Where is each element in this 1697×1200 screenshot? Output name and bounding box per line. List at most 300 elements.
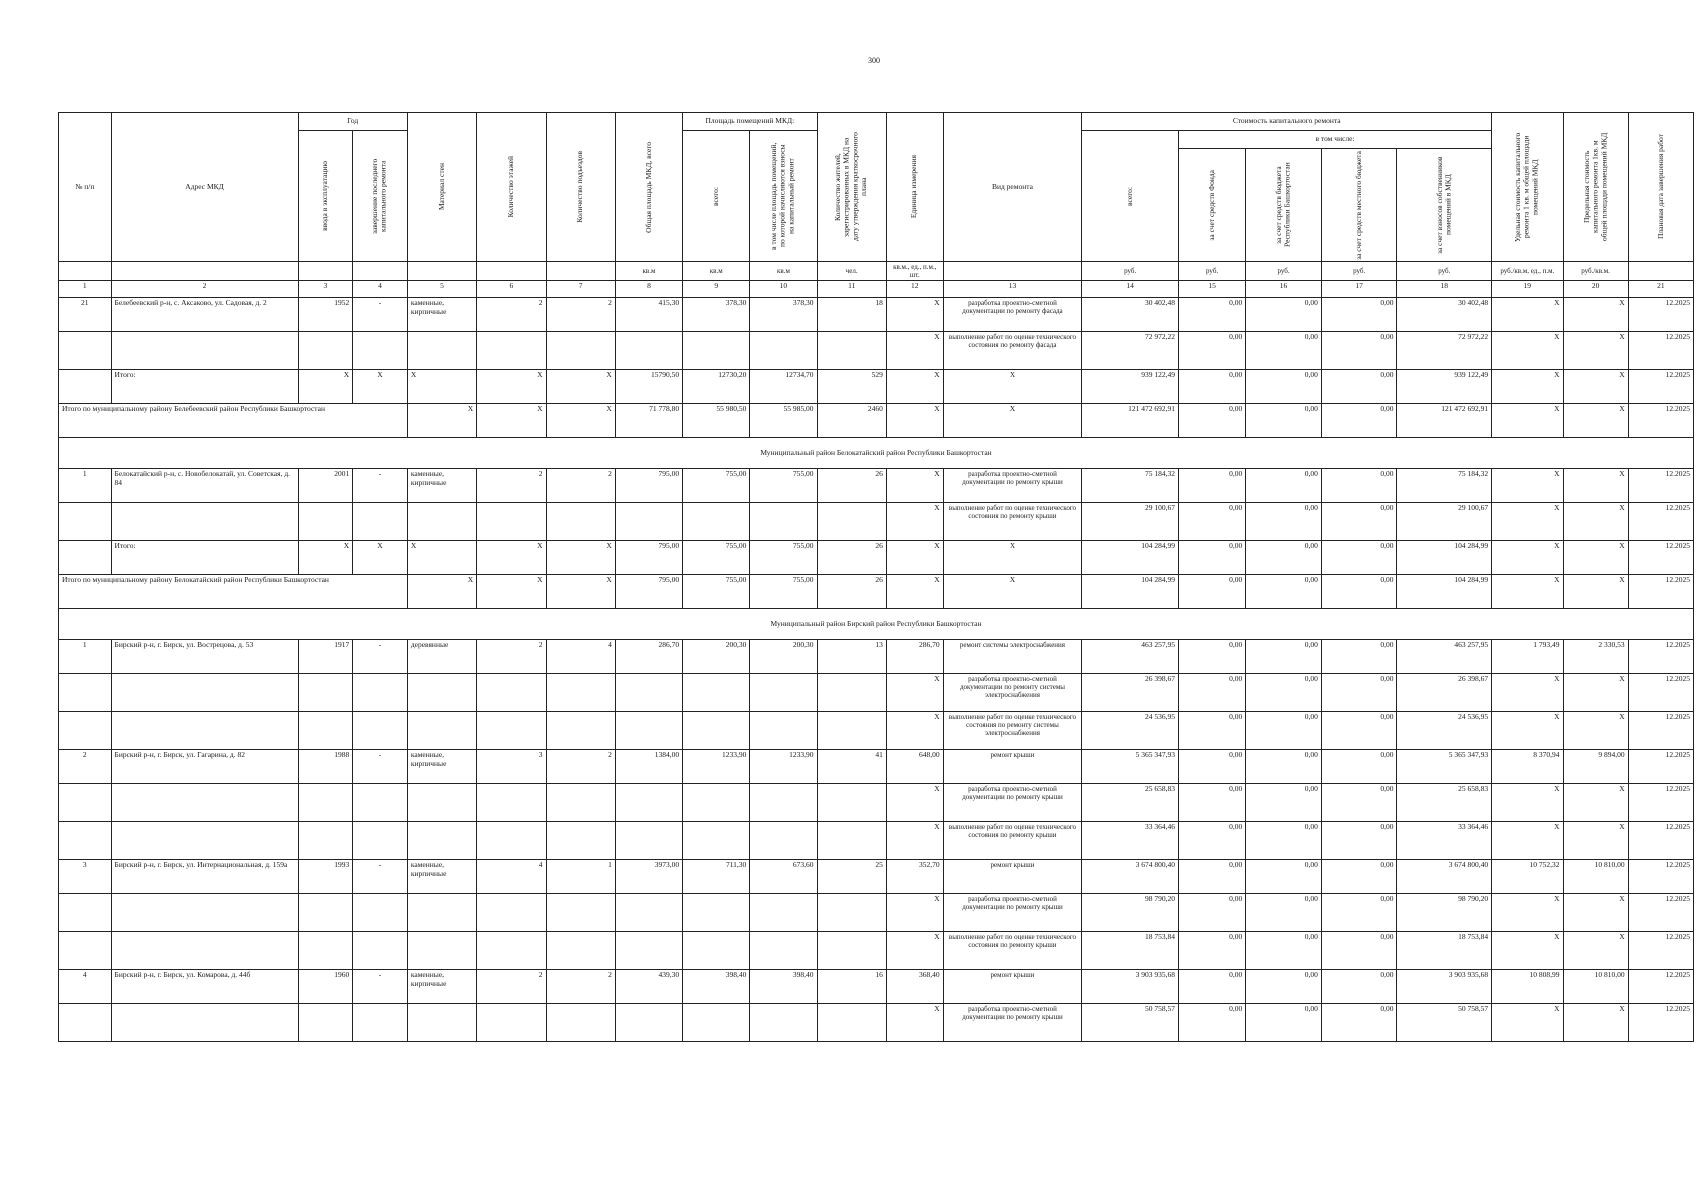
cell: 368,40 (886, 970, 943, 1004)
cell: X (886, 541, 943, 575)
empty-cell (615, 894, 682, 932)
district-total-label: Итого по муниципальному району Белебеевский район Республики Башкортостан (59, 404, 408, 438)
empty-cell (407, 1004, 476, 1042)
unit-cell (477, 262, 546, 281)
cell: 463 257,95 (1082, 640, 1179, 674)
work-row (59, 674, 1694, 712)
cell: X (886, 674, 943, 712)
cell: 3 903 935,68 (1082, 970, 1179, 1004)
cell: 0,00 (1246, 822, 1322, 860)
work-type-cell: разработка проектно-сметной документации по ремонту крыши (943, 894, 1082, 932)
empty-cell (59, 674, 112, 712)
cell: 795,00 (615, 575, 682, 609)
cell: деревянные (407, 640, 476, 674)
cell: 0,00 (1178, 750, 1245, 784)
header-budget-local: за счет средств местного бюджета (1321, 149, 1397, 262)
cell: 0,00 (1178, 970, 1245, 1004)
cell: X (886, 503, 943, 541)
work-row (59, 712, 1694, 750)
cell: 33 364,46 (1397, 822, 1492, 860)
house-row (59, 970, 1694, 1004)
empty-cell (615, 674, 682, 712)
empty-cell (477, 822, 546, 860)
cell: 3 674 800,40 (1082, 860, 1179, 894)
empty-cell (298, 894, 353, 932)
work-row (59, 784, 1694, 822)
empty-cell (111, 503, 298, 541)
cell: 72 972,22 (1397, 332, 1492, 370)
empty-cell (353, 1004, 408, 1042)
cell: 2 (546, 469, 615, 503)
cell: 24 536,95 (1082, 712, 1179, 750)
cell: X (1492, 1004, 1563, 1042)
section-title: Муниципальный район Бирский район Республики Башкортостан (59, 609, 1694, 640)
empty-cell (353, 712, 408, 750)
cell: каменные, кирпичные (407, 860, 476, 894)
cell: 12.2025 (1628, 674, 1693, 712)
empty-cell (111, 712, 298, 750)
empty-cell (407, 894, 476, 932)
empty-cell (298, 1004, 353, 1042)
cell: 5 365 347,93 (1082, 750, 1179, 784)
cell: 0,00 (1246, 332, 1322, 370)
page-number: 300 (868, 56, 880, 65)
cell: 200,30 (750, 640, 817, 674)
empty-cell (111, 674, 298, 712)
empty-cell (407, 712, 476, 750)
cell: X (477, 370, 546, 404)
cell: 755,00 (683, 469, 750, 503)
empty-cell (683, 894, 750, 932)
cell: 104 284,99 (1082, 575, 1179, 609)
column-number: 12 (886, 281, 943, 298)
empty-cell (59, 1004, 112, 1042)
cell: 1 (59, 469, 112, 503)
cell: 30 402,48 (1397, 298, 1492, 332)
subtotal-row (59, 541, 1694, 575)
cell: 648,00 (886, 750, 943, 784)
address-cell: Бирский р-н, г. Бирск, ул. Интернациональная, д. 159а (111, 860, 298, 894)
empty-cell (817, 712, 886, 750)
cell: 2 (477, 469, 546, 503)
cell: X (407, 404, 476, 438)
cell: X (477, 404, 546, 438)
cell: X (407, 575, 476, 609)
cell: 0,00 (1246, 712, 1322, 750)
cell: X (1563, 1004, 1628, 1042)
cell: 29 100,67 (1397, 503, 1492, 541)
cell: X (886, 932, 943, 970)
header-budget-rb: за счет средств бюджета Республики Башкортостан (1246, 149, 1322, 262)
empty-cell (817, 503, 886, 541)
empty-cell (817, 932, 886, 970)
cell: 3 674 800,40 (1397, 860, 1492, 894)
address-cell: Бирский р-н, г. Бирск, ул. Вострецова, д. 53 (111, 640, 298, 674)
cell: 0,00 (1178, 503, 1245, 541)
cell: 1384,00 (615, 750, 682, 784)
capital-repair-table-sheet (58, 112, 1694, 1042)
cell: X (886, 298, 943, 332)
empty-cell (407, 822, 476, 860)
cell: 795,00 (615, 541, 682, 575)
cell: 25 (817, 860, 886, 894)
cell: 10 752,32 (1492, 860, 1563, 894)
cell: X (1492, 894, 1563, 932)
house-row (59, 469, 1694, 503)
cell: 15790,50 (615, 370, 682, 404)
cell: 755,00 (683, 541, 750, 575)
cell: X (353, 541, 408, 575)
empty-cell (298, 784, 353, 822)
cell: 12.2025 (1628, 298, 1693, 332)
cell: 41 (817, 750, 886, 784)
cell: 3 903 935,68 (1397, 970, 1492, 1004)
column-number: 4 (353, 281, 408, 298)
header-premises-fee: в том числе площадь помещений, по которой начисляются взносы на капитальный ремонт (750, 131, 817, 262)
cell: 1988 (298, 750, 353, 784)
unit-cell: кв.м., ед., п.м., шт. (886, 262, 943, 281)
cell: 71 778,80 (615, 404, 682, 438)
house-row (59, 750, 1694, 784)
cell: X (1563, 370, 1628, 404)
house-row (59, 860, 1694, 894)
cell: 0,00 (1246, 932, 1322, 970)
work-type-cell: ремонт системы электроснабжения (943, 640, 1082, 674)
cell: 18 753,84 (1397, 932, 1492, 970)
cell: 0,00 (1321, 860, 1397, 894)
cell: X (298, 541, 353, 575)
unit-cell (546, 262, 615, 281)
header-including: в том числе: (1178, 131, 1491, 149)
cell: 2 (546, 970, 615, 1004)
cell: 2 (477, 298, 546, 332)
cell: X (407, 370, 476, 404)
header-unit: Единица измерения (886, 113, 943, 262)
cell: X (1492, 784, 1563, 822)
empty-cell (750, 932, 817, 970)
cell: 0,00 (1321, 503, 1397, 541)
empty-cell (353, 503, 408, 541)
unit-cell: руб. (1178, 262, 1245, 281)
cell: 0,00 (1178, 860, 1245, 894)
cell: 0,00 (1178, 541, 1245, 575)
header-entrances: Количество подъездов (546, 113, 615, 262)
cell: 0,00 (1246, 298, 1322, 332)
header-wall-material: Материал стен (407, 113, 476, 262)
cell: X (546, 575, 615, 609)
cell: X (886, 784, 943, 822)
cell: - (353, 860, 408, 894)
unit-cell: руб. (1321, 262, 1397, 281)
cell: 12.2025 (1628, 469, 1693, 503)
cell: 286,70 (886, 640, 943, 674)
cell: X (1492, 298, 1563, 332)
cell: 0,00 (1321, 674, 1397, 712)
cell: X (1563, 469, 1628, 503)
empty-cell (683, 332, 750, 370)
cell: X (1492, 469, 1563, 503)
cell: X (1492, 932, 1563, 970)
empty-cell (477, 1004, 546, 1042)
column-number: 9 (683, 281, 750, 298)
cell: 0,00 (1246, 541, 1322, 575)
cell: 0,00 (1246, 784, 1322, 822)
cell: X (1492, 541, 1563, 575)
empty-cell (546, 674, 615, 712)
cell: 1993 (298, 860, 353, 894)
cell: 26 (817, 575, 886, 609)
header-year: Год (298, 113, 407, 131)
cell: 12734,70 (750, 370, 817, 404)
cell: X (886, 469, 943, 503)
unit-cell (943, 262, 1082, 281)
cell: 378,30 (750, 298, 817, 332)
cell: 0,00 (1321, 712, 1397, 750)
cell: 0,00 (1178, 332, 1245, 370)
empty-cell (615, 822, 682, 860)
empty-cell (546, 712, 615, 750)
cell: 10 810,00 (1563, 970, 1628, 1004)
cell: 8 370,94 (1492, 750, 1563, 784)
cell: 2 330,53 (1563, 640, 1628, 674)
empty-cell (546, 784, 615, 822)
district-total-row (59, 404, 1694, 438)
cell: 0,00 (1321, 640, 1397, 674)
cell: X (943, 404, 1082, 438)
empty-cell (615, 932, 682, 970)
cell: 12.2025 (1628, 404, 1693, 438)
cell: 24 536,95 (1397, 712, 1492, 750)
house-row (59, 298, 1694, 332)
header-year-last-repair: завершение последнего капитального ремонта (353, 131, 408, 262)
district-total-row (59, 575, 1694, 609)
cell: 55 985,00 (750, 404, 817, 438)
capital-repair-table (58, 112, 1694, 1042)
empty-cell (615, 784, 682, 822)
unit-cell: руб./кв.м. (1563, 262, 1628, 281)
cell: 75 184,32 (1397, 469, 1492, 503)
work-row (59, 503, 1694, 541)
empty-cell (407, 932, 476, 970)
cell: 26 (817, 541, 886, 575)
work-type-cell: разработка проектно-сметной документации по ремонту крыши (943, 1004, 1082, 1042)
unit-cell (353, 262, 408, 281)
cell: 0,00 (1178, 640, 1245, 674)
empty-cell (477, 784, 546, 822)
cell: 0,00 (1246, 860, 1322, 894)
cell: 0,00 (1178, 784, 1245, 822)
work-type-cell: ремонт крыши (943, 970, 1082, 1004)
cell: 0,00 (1321, 575, 1397, 609)
column-number: 17 (1321, 281, 1397, 298)
cell: 0,00 (1321, 332, 1397, 370)
cell: X (1492, 332, 1563, 370)
cell: 12.2025 (1628, 894, 1693, 932)
empty-cell (683, 712, 750, 750)
header-fund: за счет средств Фонда (1178, 149, 1245, 262)
header-premises-total: всего: (683, 131, 750, 262)
cell: X (886, 822, 943, 860)
cell: 2 (59, 750, 112, 784)
cell: X (546, 370, 615, 404)
cell: 0,00 (1178, 674, 1245, 712)
header-premises-area: Площадь помещений МКД: (683, 113, 817, 131)
cell: 2001 (298, 469, 353, 503)
cell: X (886, 894, 943, 932)
empty-cell (477, 932, 546, 970)
cell: 0,00 (1321, 404, 1397, 438)
cell: 1233,90 (683, 750, 750, 784)
cell: 104 284,99 (1082, 541, 1179, 575)
cell: 29 100,67 (1082, 503, 1179, 541)
cell: 200,30 (683, 640, 750, 674)
empty-cell (59, 894, 112, 932)
empty-cell (750, 332, 817, 370)
empty-cell (59, 932, 112, 970)
cell: 463 257,95 (1397, 640, 1492, 674)
address-cell: Итого: (111, 541, 298, 575)
cell: 2 (477, 640, 546, 674)
empty-cell (750, 1004, 817, 1042)
cell: X (1563, 332, 1628, 370)
cell: 30 402,48 (1082, 298, 1179, 332)
cell: X (1492, 712, 1563, 750)
unit-cell: руб. (1082, 262, 1179, 281)
empty-cell (546, 332, 615, 370)
cell: X (1492, 822, 1563, 860)
address-cell: Бирский р-н, г. Бирск, ул. Комарова, д. 44б (111, 970, 298, 1004)
work-type-cell: выполнение работ по оценке технического состояния по ремонту крыши (943, 503, 1082, 541)
cell: X (407, 541, 476, 575)
cell: 10 810,00 (1563, 860, 1628, 894)
house-row (59, 640, 1694, 674)
cell: 0,00 (1246, 469, 1322, 503)
cell: 755,00 (750, 541, 817, 575)
cell: - (353, 469, 408, 503)
cell: 0,00 (1246, 674, 1322, 712)
cell: X (886, 712, 943, 750)
units-row (59, 262, 1694, 281)
cell: 0,00 (1321, 298, 1397, 332)
cell: 0,00 (1246, 575, 1322, 609)
unit-cell: руб. (1397, 262, 1492, 281)
cell: 4 (59, 970, 112, 1004)
empty-cell (546, 894, 615, 932)
cell: 50 758,57 (1397, 1004, 1492, 1042)
work-type-cell: выполнение работ по оценке технического состояния по ремонту крыши (943, 822, 1082, 860)
header-owners: за счет взносов собственников помещений в МКД (1397, 149, 1492, 262)
section-title: Муниципальный район Белокатайский район Республики Башкортостан (59, 438, 1694, 469)
empty-cell (59, 332, 112, 370)
empty-cell (59, 822, 112, 860)
cell: 12.2025 (1628, 575, 1693, 609)
cell: 0,00 (1321, 784, 1397, 822)
empty-cell (817, 674, 886, 712)
cell: каменные, кирпичные (407, 970, 476, 1004)
header-planned-date: Плановая дата завершения работ (1628, 113, 1693, 262)
cell: 33 364,46 (1082, 822, 1179, 860)
column-number: 6 (477, 281, 546, 298)
empty-cell (298, 674, 353, 712)
cell: 2 (546, 298, 615, 332)
cell: 2 (477, 970, 546, 1004)
cell: X (943, 575, 1082, 609)
cell: 72 972,22 (1082, 332, 1179, 370)
cell: 0,00 (1246, 970, 1322, 1004)
empty-cell (750, 674, 817, 712)
cell: 104 284,99 (1397, 575, 1492, 609)
empty-cell (817, 332, 886, 370)
header-residents: Количество жителей, зарегистрированных в МКД на дату утверждения краткосрочного плана (817, 113, 886, 262)
empty-cell (750, 822, 817, 860)
cell: 0,00 (1321, 1004, 1397, 1042)
empty-cell (298, 712, 353, 750)
header-limit-cost: Предельная стоимость капитального ремонта 1кв. м общей площади помещений МКД (1563, 113, 1628, 262)
empty-cell (477, 894, 546, 932)
cell: 1233,90 (750, 750, 817, 784)
cell (59, 370, 112, 404)
column-number: 13 (943, 281, 1082, 298)
cell: 0,00 (1178, 469, 1245, 503)
column-number: 2 (111, 281, 298, 298)
cell: 12.2025 (1628, 712, 1693, 750)
column-number: 10 (750, 281, 817, 298)
section-row (59, 438, 1694, 469)
cell: 755,00 (750, 575, 817, 609)
cell: 529 (817, 370, 886, 404)
empty-cell (111, 1004, 298, 1042)
empty-cell (817, 822, 886, 860)
column-number: 8 (615, 281, 682, 298)
cell: X (1563, 784, 1628, 822)
empty-cell (298, 932, 353, 970)
cell: 12.2025 (1628, 1004, 1693, 1042)
cell: X (1492, 370, 1563, 404)
empty-cell (683, 674, 750, 712)
cell: 0,00 (1178, 712, 1245, 750)
cell: 10 808,99 (1492, 970, 1563, 1004)
address-cell: Белокатайский р-н, с. Новобелокатай, ул. Советская, д. 84 (111, 469, 298, 503)
empty-cell (546, 932, 615, 970)
empty-cell (477, 503, 546, 541)
empty-cell (615, 1004, 682, 1042)
cell: 50 758,57 (1082, 1004, 1179, 1042)
header-total-area: Общая площадь МКД, всего (615, 113, 682, 262)
work-row (59, 894, 1694, 932)
unit-cell (1628, 262, 1693, 281)
cell: 0,00 (1246, 894, 1322, 932)
cell: 9 894,00 (1563, 750, 1628, 784)
empty-cell (750, 894, 817, 932)
column-number: 16 (1246, 281, 1322, 298)
column-number: 5 (407, 281, 476, 298)
cell: 0,00 (1178, 932, 1245, 970)
header-cost-total: всего: (1082, 131, 1179, 262)
cell: 755,00 (750, 469, 817, 503)
empty-cell (59, 784, 112, 822)
work-row (59, 1004, 1694, 1042)
cell: X (886, 404, 943, 438)
cell: X (1492, 404, 1563, 438)
column-number: 15 (1178, 281, 1245, 298)
empty-cell (407, 674, 476, 712)
cell: 0,00 (1321, 932, 1397, 970)
column-number: 14 (1082, 281, 1179, 298)
cell: 398,40 (750, 970, 817, 1004)
cell: X (1563, 894, 1628, 932)
empty-cell (111, 784, 298, 822)
cell: 26 398,67 (1397, 674, 1492, 712)
